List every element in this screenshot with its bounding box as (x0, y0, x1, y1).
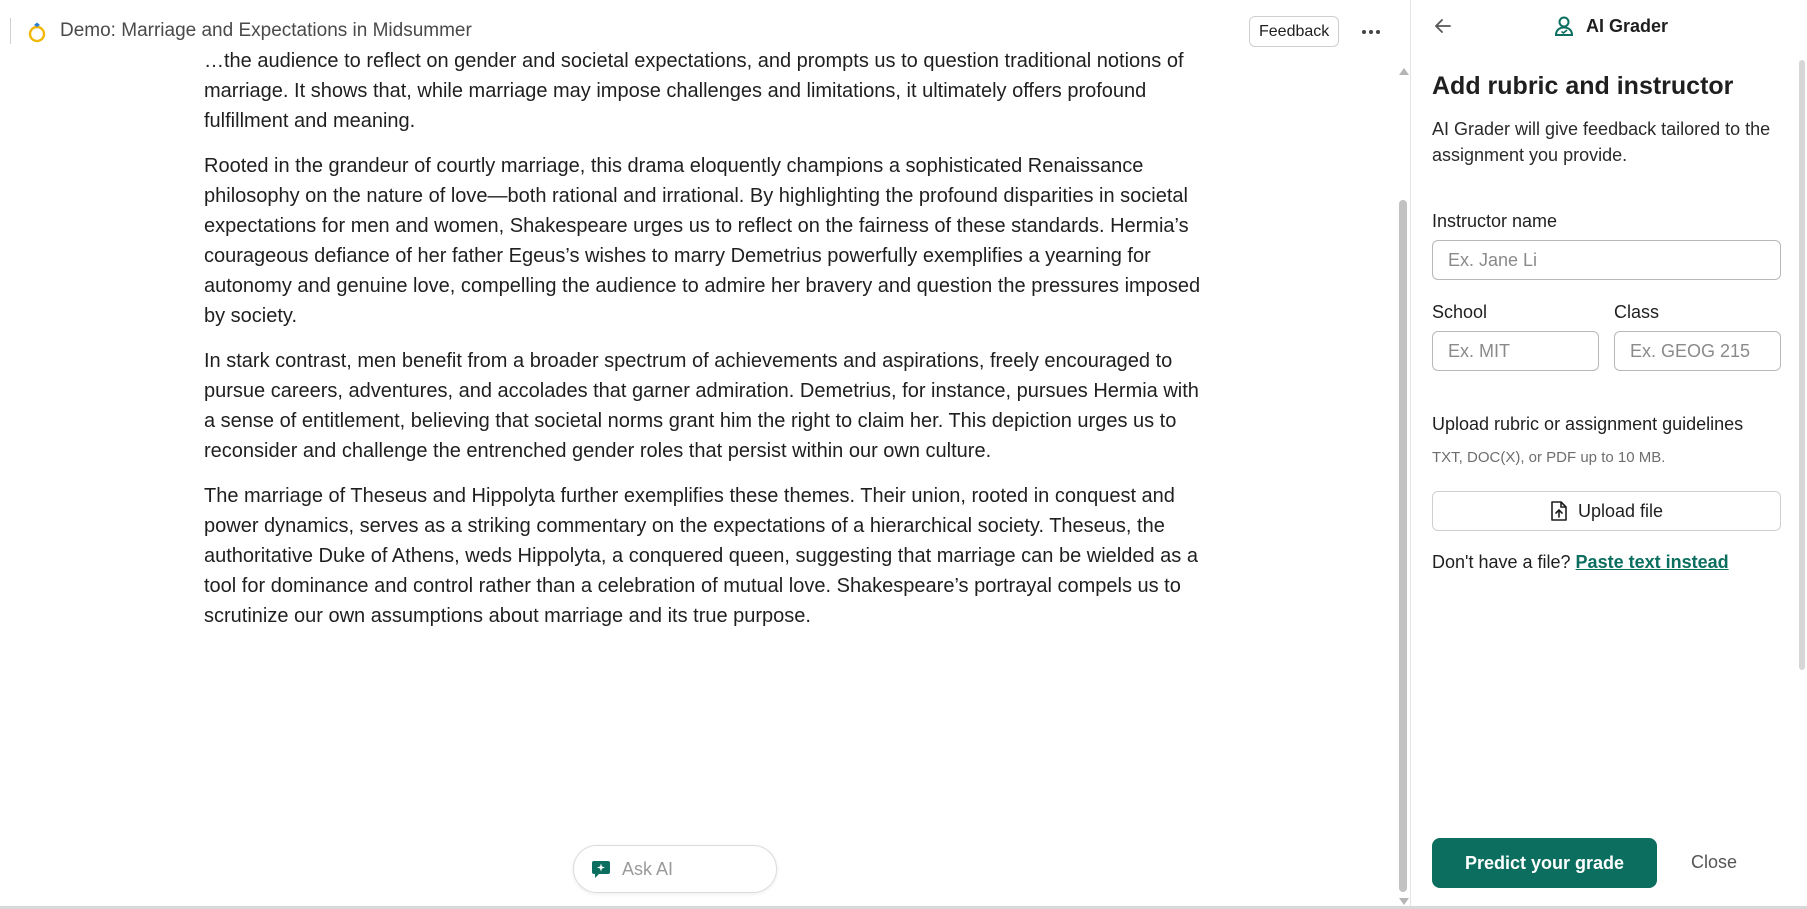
instructor-name-input[interactable] (1432, 240, 1781, 280)
scrollbar-thumb[interactable] (1399, 200, 1407, 892)
panel-scrollbar[interactable] (1799, 60, 1805, 670)
paste-text-row (1432, 552, 1729, 573)
chat-sparkle-icon (591, 859, 611, 879)
close-button[interactable]: Close (1691, 852, 1738, 872)
panel-title: AI Grader (1586, 15, 1669, 36)
class-input[interactable] (1614, 331, 1781, 371)
upload-file-label: Upload file (1577, 500, 1664, 521)
more-options-icon[interactable] (1356, 18, 1386, 46)
scroll-up-icon[interactable] (1399, 68, 1409, 75)
ask-ai-input[interactable] (573, 845, 777, 893)
section-description: AI Grader will give feedback tailored to the assignment you provide. (1432, 119, 1771, 165)
school-label: School (1432, 302, 1488, 322)
document-scrollbar[interactable] (1397, 64, 1409, 909)
ai-grader-panel (1410, 0, 1807, 909)
upload-file-button[interactable] (1432, 491, 1781, 531)
paragraph: In stark contrast, men benefit from a broader spectrum of achievements and aspirations, freely encouraged to pursue careers, adventures, and accolades that garner admiration. Demetrius, for instance, pursues Hermia with a sense of entitlement, believing that societal norms grant him the right to claim her. This depiction urges us to reconsider and challenge the entrenched gender roles that persist within our own culture. (204, 350, 1199, 462)
paragraph: The marriage of Theseus and Hippolyta further exemplifies these themes. Their union, rooted in conquest and power dynamics, serves as a striking commentary on the expectations of a hierarchical society. Theseus, the authoritative Duke of Athens, weds Hippolyta, a conquered queen, suggesting that marriage can be wielded as a tool for dominance and control rather than a celebration of mutual love. Shakespeare’s portrayal compels us to scrutinize our own assumptions about marriage and its true purpose. (204, 485, 1198, 627)
document-title: Demo: Marriage and Expectations in Midsummer (60, 20, 472, 41)
arrow-left-icon[interactable] (1431, 14, 1455, 38)
upload-section-title: Upload rubric or assignment guidelines (1432, 414, 1744, 434)
paragraph: Rooted in the grandeur of courtly marriage, this drama eloquently champions a sophisticated Renaissance philosophy on the nature of love—both rational and irrational. By highlighting the profound disparities in societal expectations for men and women, Shakespeare urges us to reflect on the fairness of these standards. Hermia’s courageous defiance of her father Egeus’s wishes to marry Demetrius powerfully exemplifies a yearning for autonomy and genuine love, compelling the audience to admire her bravery and question the pressures imposed by society. (204, 155, 1201, 327)
upload-hint: TXT, DOC(X), or PDF up to 10 MB. (1432, 449, 1666, 466)
ask-ai-placeholder: Ask AI (622, 859, 674, 879)
paste-text-link[interactable]: Paste text instead (1575, 552, 1729, 572)
class-label: Class (1614, 302, 1660, 322)
document-body[interactable] (204, 50, 1204, 844)
scroll-down-icon[interactable] (1399, 898, 1409, 905)
school-input[interactable] (1432, 331, 1599, 371)
paragraph: …the audience to reflect on gender and societal expectations, and prompts us to question traditional notions of marriage. It shows that, while marriage may impose challenges and limitations, it ultimately offers profound fulfillment and meaning. (204, 50, 1184, 132)
predict-grade-button[interactable]: Predict your grade (1432, 838, 1657, 888)
instructor-name-label: Instructor name (1432, 211, 1558, 231)
section-title: Add rubric and instructor (1432, 72, 1734, 100)
ring-icon (27, 21, 47, 43)
file-upload-icon (1550, 501, 1568, 521)
person-badge-icon (1553, 15, 1575, 37)
no-file-text: Don't have a file? (1432, 552, 1571, 572)
panel-header (1553, 15, 1668, 37)
feedback-button[interactable]: Feedback (1249, 16, 1339, 47)
toolbar-divider (10, 18, 11, 44)
